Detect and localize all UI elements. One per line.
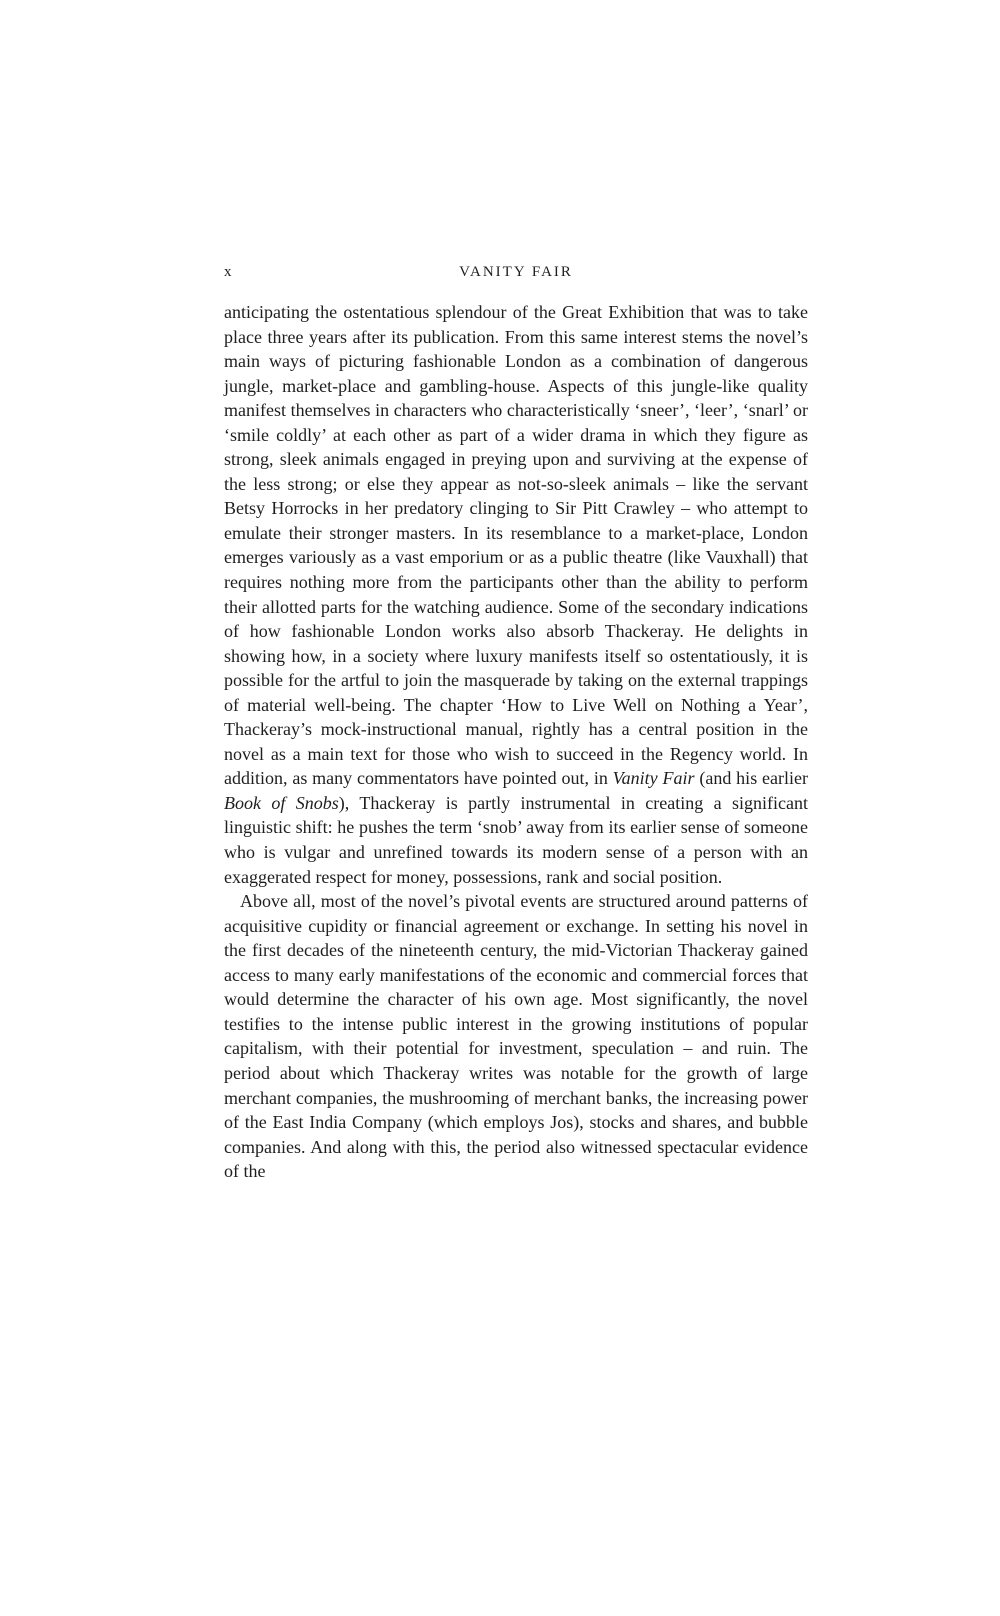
running-title: VANITY FAIR	[459, 264, 573, 280]
paragraph-1-text-c: ), Thackeray is partly instrumental in creating a significant linguistic shift: he pushes the term ‘snob’ away from its earlier sense of someone who is vulgar and unrefined towards its modern sense of a person with an exaggerated respect for money, possessions, rank and social position.	[224, 792, 808, 887]
paragraph-1-text-b: (and his earlier	[694, 768, 808, 789]
body-text	[224, 300, 808, 1184]
book-title-book-of-snobs: Book of Snobs	[224, 792, 339, 813]
running-head	[224, 264, 808, 286]
book-page	[224, 264, 808, 1184]
book-title-vanity-fair: Vanity Fair	[612, 768, 695, 789]
page-number: x	[224, 264, 232, 280]
paragraph-1-text-a: anticipating the ostentatious splendour of the Great Exhibition that was to take place three years after its publication. From this same interest stems the novel’s main ways of picturing fashionable London as a combination of dangerous jungle, market-place and gambling-house. Aspects of this jungle-like quality manifest themselves in characters who characteristically ‘sneer’, ‘leer’, ‘snarl’ or ‘smile coldly’ at each other as part of a wider drama in which they figure as strong, sleek animals engaged in preying upon and surviving at the expense of the less strong; or else they appear as not-so-sleek animals – like the servant Betsy Horrocks in her predatory clinging to Sir Pitt Crawley – who attempt to emulate their stronger masters. In its resemblance to a market-place, London emerges variously as a vast emporium or as a public theatre (like Vauxhall) that requires nothing more from the participants other than the ability to perform their allotted parts for the watching audience. Some of the secondary indications of how fashionable London works also absorb Thackeray. He delights in showing how, in a society where luxury manifests itself so ostentatiously, it is possible for the artful to join the masquerade by taking on the external trappings of material well-being. The chapter ‘How to Live Well on Nothing a Year’, Thackeray’s mock-instructional manual, rightly has a central position in the novel as a main text for those who wish to succeed in the Regency world. In addition, as many commentators have pointed out, in	[224, 302, 808, 789]
paragraph-2: Above all, most of the novel’s pivotal events are structured around patterns of acquisitive cupidity or financial agreement or exchange. In setting his novel in the first decades of the nineteenth century, the mid-Victorian Thackeray gained access to many early manifestations of the economic and commercial forces that would determine the character of his own age. Most significantly, the novel testifies to the intense public interest in the growing institutions of popular capitalism, with their potential for investment, speculation – and ruin. The period about which Thackeray writes was notable for the growth of large merchant companies, the mushrooming of merchant banks, the increasing power of the East India Company (which employs Jos), stocks and shares, and bubble companies. And along with this, the period also witnessed spectacular evidence of the	[224, 891, 808, 1182]
paragraph-1	[224, 300, 808, 889]
